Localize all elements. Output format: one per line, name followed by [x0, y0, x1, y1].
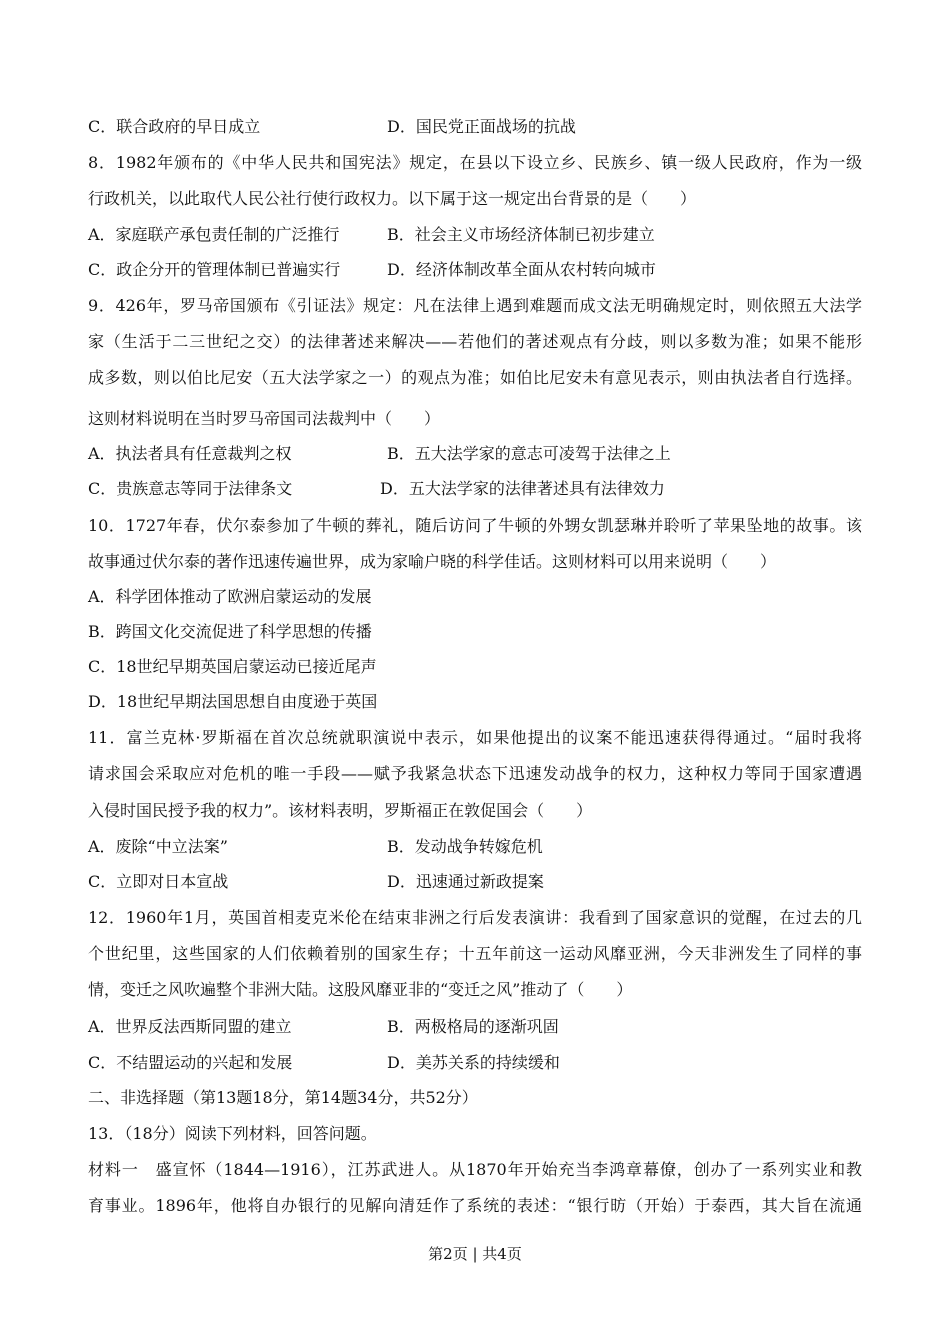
q7-options-cd	[88, 116, 862, 138]
q12-stem-line: 12．1960年1月，英国首相麦克米伦在结束非洲之行后发表演讲：我看到了国家意识的觉醒，在过去的几	[88, 908, 862, 927]
q11-stem-line: 入侵时国民授予我的权力”。该材料表明，罗斯福正在敦促国会（ ）	[88, 801, 593, 820]
option-c: C．联合政府的早日成立	[88, 117, 261, 136]
option-c: C．贵族意志等同于法律条文	[88, 479, 293, 498]
q9-stem-line: 这则材料说明在当时罗马帝国司法裁判中（ ）	[88, 409, 441, 428]
q9-options-ab	[88, 443, 862, 465]
option-b: B．社会主义市场经济体制已初步建立	[387, 225, 655, 244]
q12-options-ab	[88, 1016, 862, 1038]
q9-stem-line: 成多数，则以伯比尼安（五大法学家之一）的观点为准；如伯比尼安未有意见表示，则由执法者自行选择。	[88, 368, 862, 387]
q12-options-cd	[88, 1052, 862, 1074]
q13-material-line: 材料一 盛宣怀（1844—1916），江苏武进人。从1870年开始充当李鸿章幕僚，创办了一系列实业和教	[88, 1160, 862, 1179]
q9-stem-line: 9．426年，罗马帝国颁布《引证法》规定：凡在法律上遇到难题而成文法无明确规定时，则依照五大法学	[88, 296, 862, 315]
option-a: A．执法者具有任意裁判之权	[88, 444, 292, 463]
option-b: B．两极格局的逐渐巩固	[387, 1017, 559, 1036]
q11-options-ab	[88, 836, 862, 858]
option-d: D．18世纪早期法国思想自由度逊于英国	[88, 692, 378, 711]
q10-stem-line: 10．1727年春，伏尔泰参加了牛顿的葬礼，随后访问了牛顿的外甥女凯瑟琳并聆听了苹果坠地的故事。该	[88, 516, 862, 535]
q12-stem-line: 情，变迁之风吹遍整个非洲大陆。这股风靡亚非的“变迁之风”推动了（ ）	[88, 980, 633, 999]
option-c: C．政企分开的管理体制已普遍实行	[88, 260, 341, 279]
q10-stem-line: 故事通过伏尔泰的著作迅速传遍世界，成为家喻户晓的科学佳话。这则材料可以用来说明（ ）	[88, 552, 777, 571]
option-c: C．18世纪早期英国启蒙运动已接近尾声	[88, 657, 377, 676]
q11-stem-line: 请求国会采取应对危机的唯一手段——赋予我紧急状态下迅速发动战争的权力，这种权力等同于国家遭遇	[88, 764, 862, 783]
option-b: B．发动战争转嫁危机	[387, 837, 543, 856]
option-a: A．家庭联产承包责任制的广泛推行	[88, 225, 340, 244]
option-d: D．五大法学家的法律著述具有法律效力	[380, 479, 665, 498]
option-c: C．不结盟运动的兴起和发展	[88, 1053, 293, 1072]
q8-options-cd	[88, 259, 862, 281]
q13-material-line: 育事业。1896年，他将自办银行的见解向清廷作了系统的表述：“银行昉（开始）于泰西，其大旨在流通	[88, 1196, 862, 1215]
option-b: B．跨国文化交流促进了科学思想的传播	[88, 622, 372, 641]
q11-options-cd	[88, 871, 862, 893]
option-a: A．科学团体推动了欧洲启蒙运动的发展	[88, 587, 372, 606]
option-d: D．美苏关系的持续缓和	[387, 1053, 560, 1072]
q9-options-cd	[88, 478, 862, 500]
page-footer: 第2页 | 共4页	[428, 1245, 522, 1263]
q12-stem-line: 个世纪里，这些国家的人们依赖着别的国家生存；十五年前这一运动风靡亚洲，今天非洲发生了同样的事	[88, 944, 862, 963]
option-d: D．迅速通过新政提案	[387, 872, 544, 891]
option-c: C．立即对日本宣战	[88, 872, 229, 891]
option-a: A．世界反法西斯同盟的建立	[88, 1017, 292, 1036]
section-heading: 二、非选择题（第13题18分，第14题34分，共52分）	[88, 1088, 478, 1107]
q11-stem-line: 11．富兰克林·罗斯福在首次总统就职演说中表示，如果他提出的议案不能迅速获得得通过。“届时我将	[88, 728, 862, 747]
option-b: B．五大法学家的意志可凌驾于法律之上	[387, 444, 671, 463]
option-d: D．国民党正面战场的抗战	[387, 117, 576, 136]
q13-stem-line: 13．（18分）阅读下列材料，回答问题。	[88, 1124, 377, 1143]
q9-stem-line: 家（生活于二三世纪之交）的法律著述来解决——若他们的著述观点有分歧，则以多数为准；如果不能形	[88, 332, 862, 351]
q8-stem-line: 8．1982年颁布的《中华人民共和国宪法》规定，在县以下设立乡、民族乡、镇一级人民政府，作为一级	[88, 153, 862, 172]
q8-stem-line: 行政机关，以此取代人民公社行使行政权力。以下属于这一规定出台背景的是（ ）	[88, 189, 697, 208]
q8-options-ab	[88, 224, 862, 246]
option-d: D．经济体制改革全面从农村转向城市	[387, 260, 656, 279]
option-a: A．废除“中立法案”	[88, 837, 228, 856]
